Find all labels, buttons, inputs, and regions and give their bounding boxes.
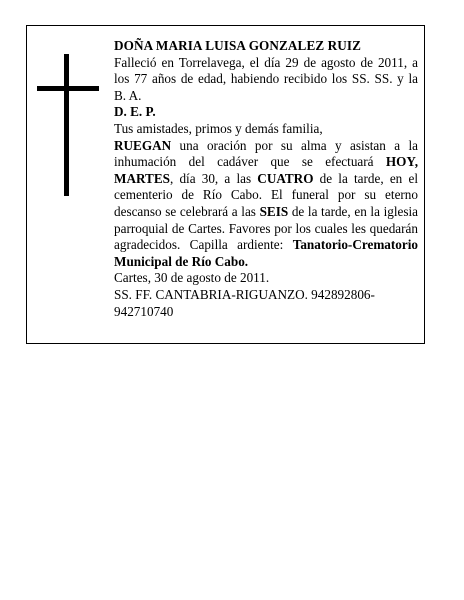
cross-horizontal-bar [37,86,99,91]
obituary-notice [26,25,425,344]
ceremony-paragraph [114,138,418,271]
cross-vertical-bar [64,54,69,196]
ceremony-text-2: , día 30, a las [169,170,258,186]
cross-icon [37,54,99,196]
ceremony-text-4: de la tarde, en la iglesia parroquial de Cartes. Favores por los cuales les quedarán agradecidos. Capilla ardiente: [114,203,418,253]
ruegan-word: RUEGAN [114,137,172,153]
death-announcement: Falleció en Torrelavega, el día 29 de agosto de 2011, a los 77 años de edad, habiendo recibido los SS. SS. y la B. A. [114,54,418,103]
family-line: Tus amistades, primos y demás familia, [114,120,323,136]
deceased-name: DOÑA MARIA LUISA GONZALEZ RUIZ [114,38,362,53]
tanatorio-name: Tanatorio-Crematorio Municipal de Río Cabo. [114,237,418,269]
hoy-martes-words: HOY, MARTES [114,154,418,186]
notice-text [114,38,418,320]
dep-line: D. E. P. [114,104,156,120]
funeral-home: SS. FF. CANTABRIA-RIGUANZO. 942892806-942710740 [114,286,375,319]
ceremony-text-3: de la tarde, en el cementerio de Río Cabo. El funeral por su eterno descanso se celebrará a las [114,170,418,219]
ceremony-text-1: una oración por su alma y asistan a la inhumación del cadáver que se efectuará [114,137,418,170]
seis-word: SEIS [259,203,289,219]
cuatro-word: CUATRO [257,170,314,186]
place-date: Cartes, 30 de agosto de 2011. [114,270,270,286]
